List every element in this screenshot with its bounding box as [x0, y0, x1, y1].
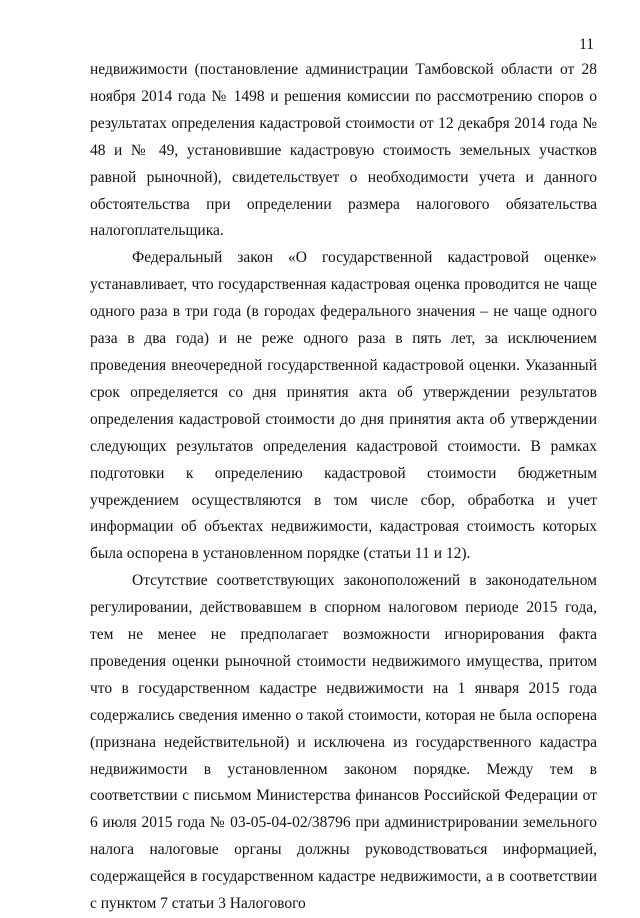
- paragraph-continuation: недвижимости (постановление администрации Тамбовской области от 28 ноября 2014 года № 1498 и решения комиссии по рассмотрению споров о результатах определения кадастровой стоимости от 12 декабря 2014 года № 48 и № 49, установившие кадастровую стоимость земельных участков равной рыночной), свидетельствует о необходимости учета и данного обстоятельства при определении размера налогового обязательства налогоплательщика.: [90, 61, 597, 240]
- document-body: [90, 57, 597, 918]
- page-number: 11: [579, 36, 594, 53]
- paragraph-cadastral-valuation-law: Федеральный закон «О государственной кадастровой оценке» устанавливает, что государственная кадастровая оценка проводится не чаще одного раза в три года (в городах федерального значения – не чаще одного раза в два года) и не реже одного раза в пять лет, за исключением проведения внеочередной государственной кадастровой оценки. Указанный срок определяется со дня принятия акта об утверждении результатов определения кадастровой стоимости до дня принятия акта об утверждении следующих результатов определения кадастровой стоимости. В рамках подготовки к определению кадастровой стоимости бюджетным учреждением осуществляются в том числе сбор, обработка и учет информации об объектах недвижимости, кадастровая стоимость которых была оспорена в установленном порядке (статьи 11 и 12).: [90, 249, 597, 563]
- paragraph-absence-of-provisions: Отсутствие соответствующих законоположений в законодательном регулировании, действовавшем в спорном налоговом периоде 2015 года, тем не менее не предполагает возможности игнорирования факта проведения оценки рыночной стоимости недвижимого имущества, притом что в государственном кадастре недвижимости на 1 января 2015 года содержались сведения именно о такой стоимости, которая не была оспорена (признана недействительной) и исключена из государственного кадастра недвижимости в установленном законом порядке. Между тем в соответствии с письмом Министерства финансов Российской Федерации от 6 июля 2015 года № 03-05-04-02/38796 при администрировании земельного налога налоговые органы должны руководствоваться информацией, содержащейся в государственном кадастре недвижимости, а в соответствии с пунктом 7 статьи 3 Налогового: [90, 572, 597, 913]
